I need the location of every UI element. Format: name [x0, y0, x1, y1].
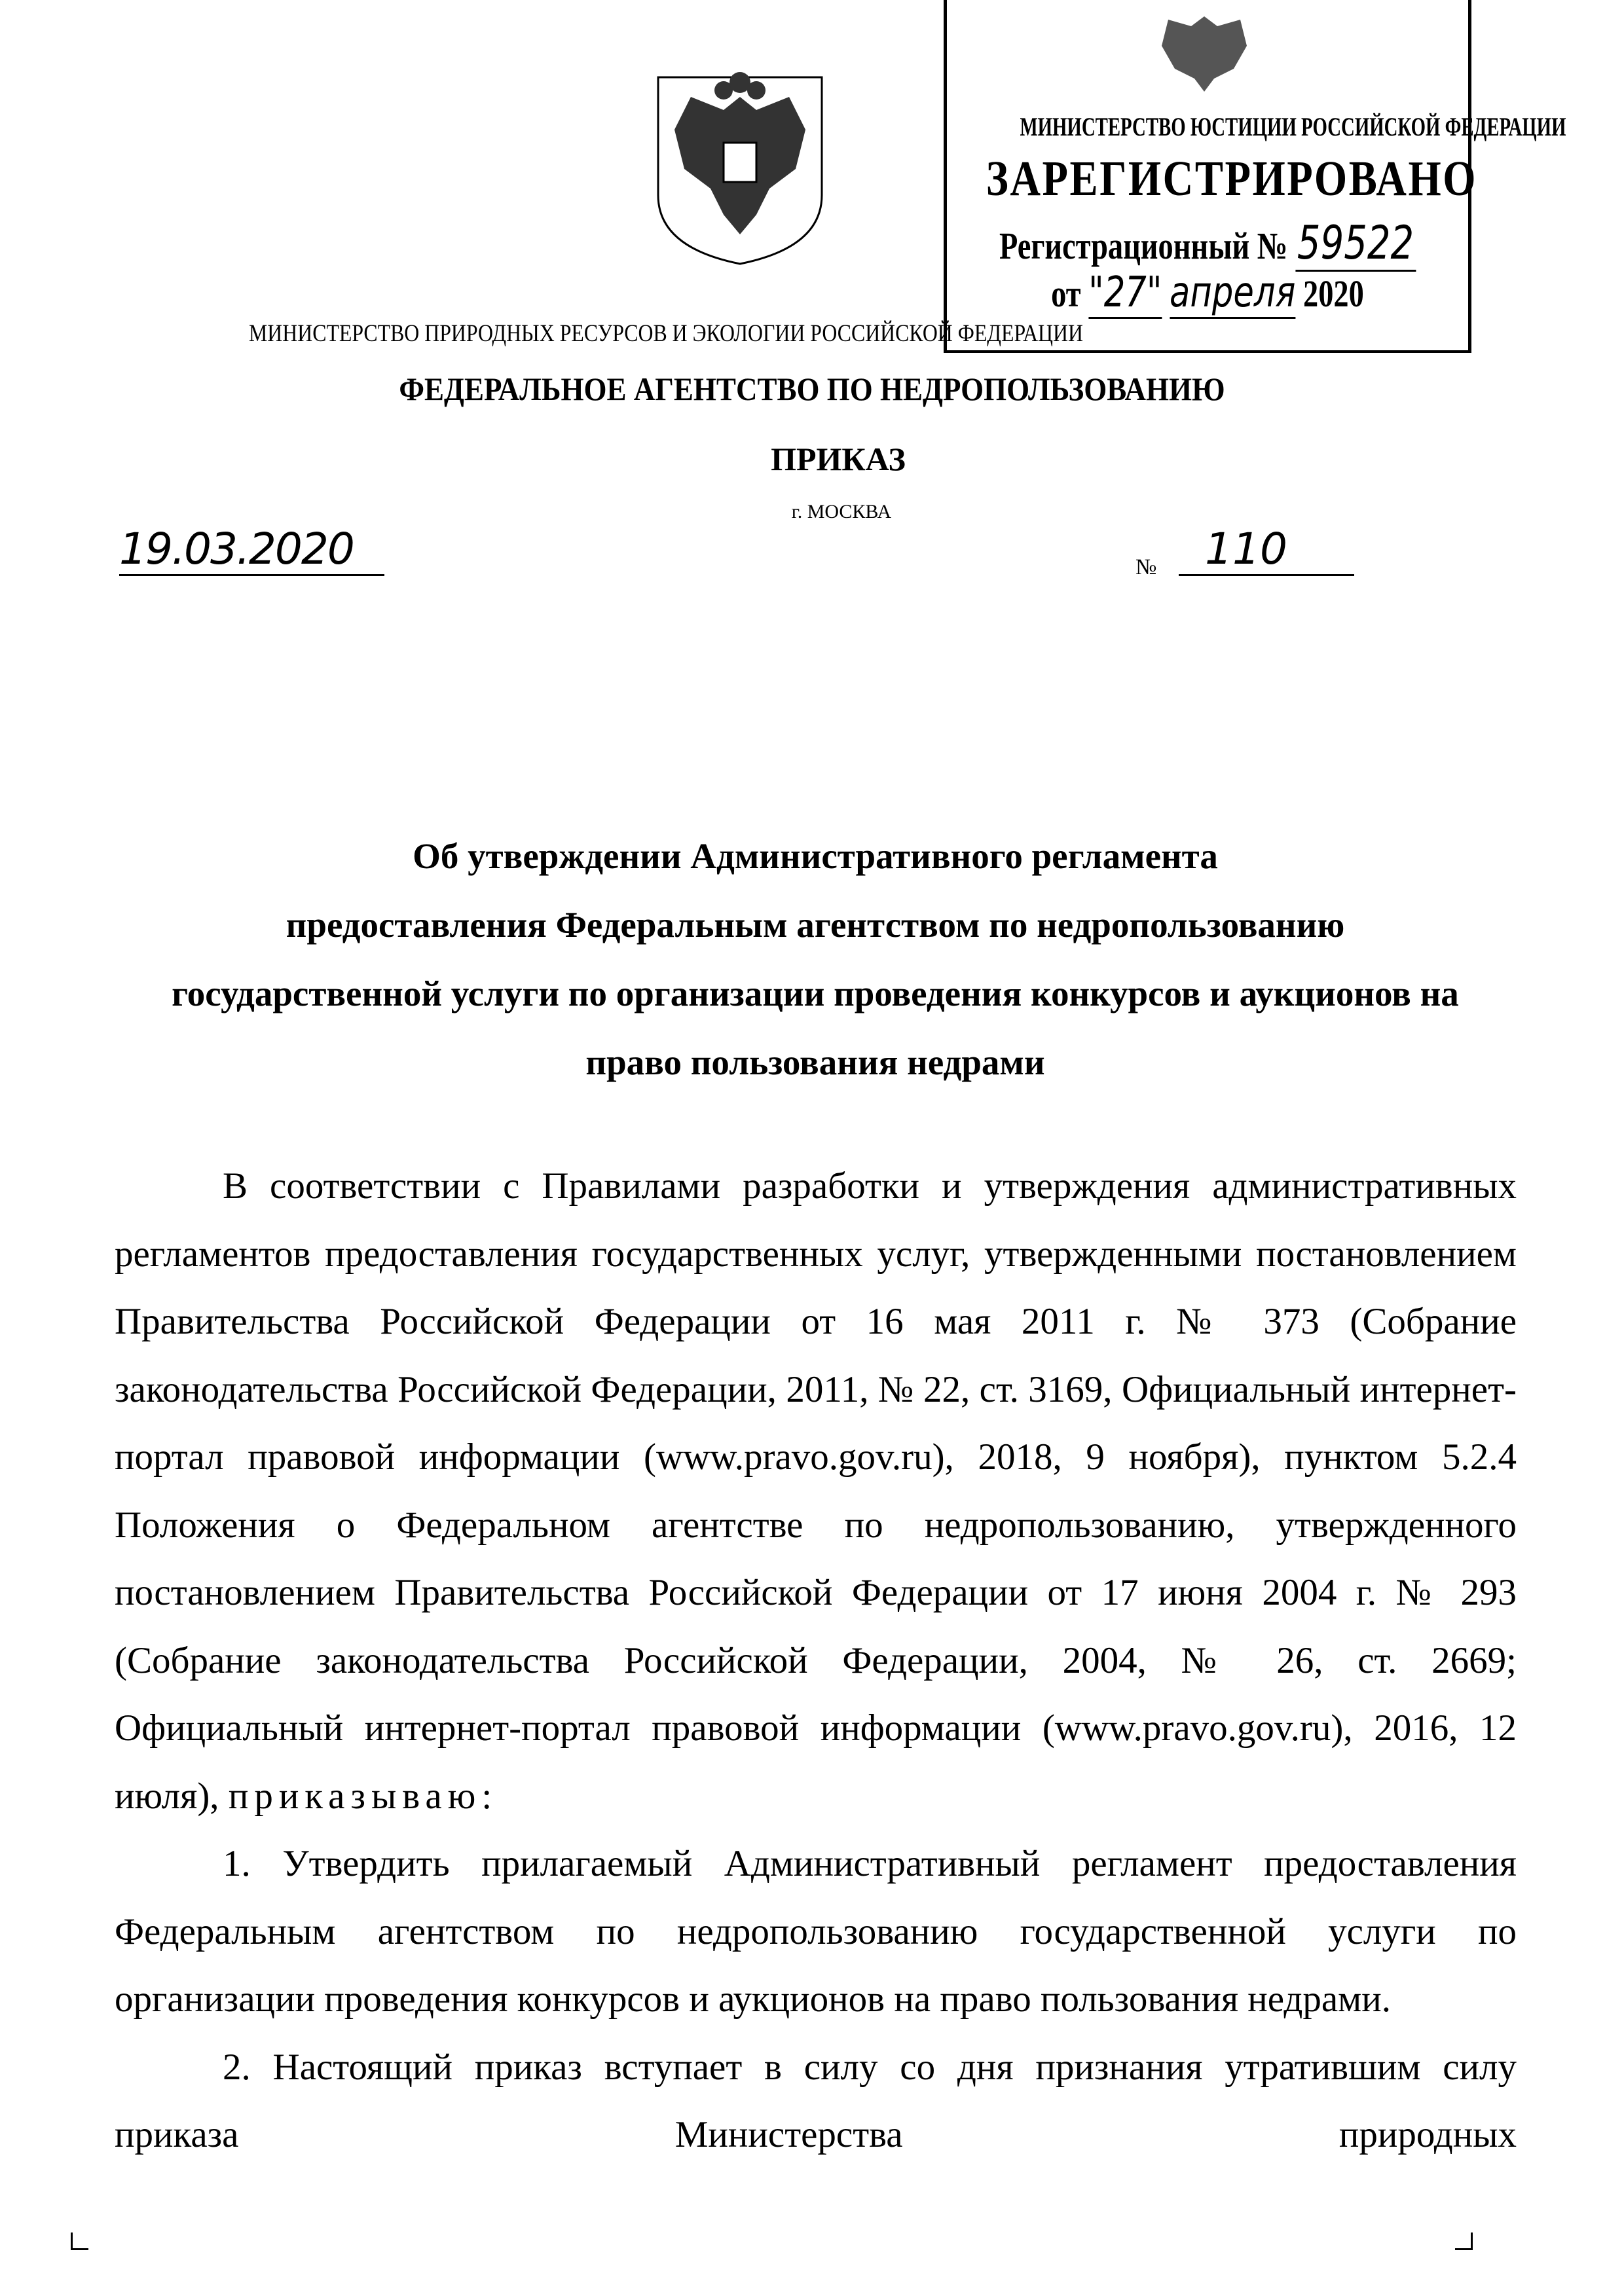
order-word: приказываю: [228, 1775, 482, 1817]
stamp-date-day: "27": [1088, 268, 1162, 319]
clause-2: 2. Настоящий приказ вступает в силу со дня признания утратившим силу приказа Министерства природных: [115, 2046, 1517, 2155]
order-number: 110: [1179, 524, 1354, 576]
stamp-date-month: апреля: [1170, 268, 1295, 319]
stamp-date-year: 2020: [1303, 272, 1364, 315]
preamble-paragraph: [115, 1152, 1517, 1830]
scan-corner-mark-right: [1455, 2232, 1473, 2250]
registration-stamp: [944, 0, 1566, 353]
clause-1: 1. Утвердить прилагаемый Административный регламент предоставления Федеральным агентством по недропользованию государственной услуги по организации проведения конкурсов и аукционов на право пользования недрами.: [115, 1843, 1517, 2020]
stamp-date-prefix: от: [1051, 272, 1081, 315]
title-line: Об утверждении Административного регламента: [413, 836, 1218, 876]
preamble-text: В соответствии с Правилами разработки и утверждения административных регламентов предоставления государственных услуг, утвержденными постановлением Правительства Российской Федерации от 16 мая 2011 г. № 373 (Собрание законодательства Российской Федерации, 2011, № 22, ст. 3169, Официальный интернет-портал правовой информации (www.pravo.gov.ru), 2018, 9 ноября), пунктом 5.2.4 Положения о Федеральном агентстве по недропользованию, утвержденного постановлением Правительства Российской Федерации от 17 июня 2004 г. № 293 (Собрание законодательства Российской Федерации, 2004, № 26, ст. 2669; Официальный интернет-портал правовой информации (www.pravo.gov.ru), 2016, 12 июля),: [115, 1165, 1517, 1817]
stamp-ministry: МИНИСТЕРСТВО ЮСТИЦИИ РОССИЙСКОЙ ФЕДЕРАЦИИ: [1020, 112, 1566, 141]
stamp-date-line: [999, 268, 1416, 319]
title-line: право пользования недрами: [585, 1042, 1045, 1082]
ministry-name: МИНИСТЕРСТВО ПРИРОДНЫХ РЕСУРСОВ И ЭКОЛОГИИ РОССИЙСКОЙ ФЕДЕРАЦИИ: [249, 320, 1084, 347]
stamp-registered: ЗАРЕГИСТРИРОВАНО: [986, 151, 1478, 206]
order-colon: :: [481, 1775, 492, 1817]
stamp-reg-line: [999, 216, 1416, 272]
coat-of-arms-emblem: [645, 51, 835, 267]
title-line: предоставления Федеральным агентством по недропользованию: [286, 905, 1345, 945]
city: г. МОСКВА: [791, 501, 892, 522]
document-body: [115, 1152, 1517, 2169]
document-type: ПРИКАЗ: [771, 441, 906, 477]
order-date: 19.03.2020: [119, 524, 384, 576]
title-line: государственной услуги по организации проведения конкурсов и аукционов на: [172, 974, 1459, 1013]
document-title: [98, 822, 1532, 1097]
order-number-label: №: [1135, 555, 1157, 579]
agency-name: ФЕДЕРАЛЬНОЕ АГЕНТСТВО ПО НЕДРОПОЛЬЗОВАНИЮ: [399, 371, 1225, 407]
stamp-emblem-icon: [1155, 10, 1253, 95]
stamp-reg-label: Регистрационный №: [999, 225, 1288, 267]
stamp-reg-number: 59522: [1295, 216, 1416, 272]
scan-corner-mark-left: [71, 2232, 88, 2250]
